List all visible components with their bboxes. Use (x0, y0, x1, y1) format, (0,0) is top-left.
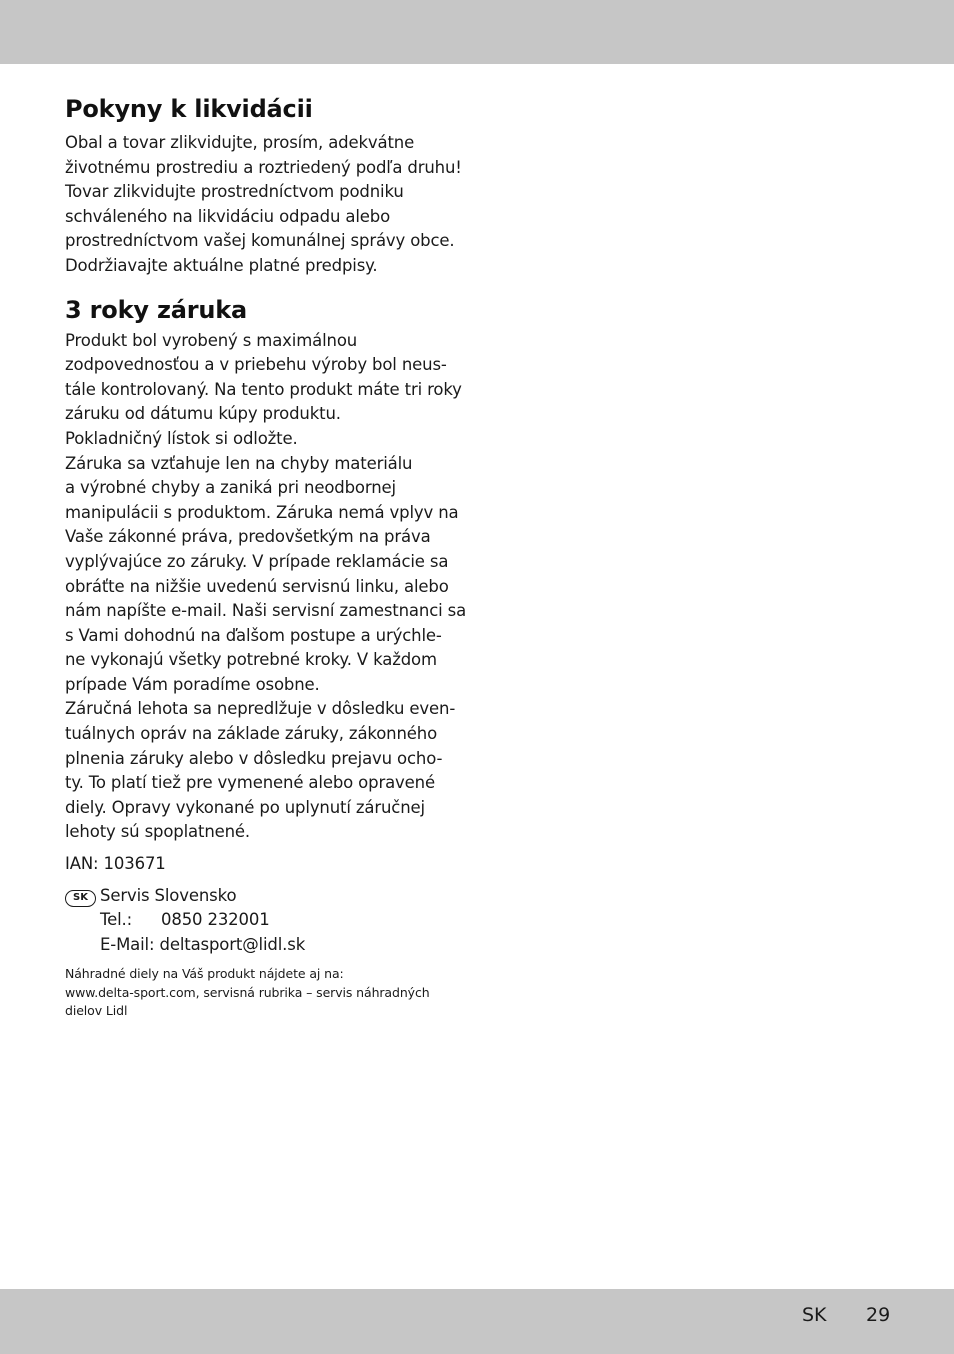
service-name: Servis Slovensko (100, 885, 237, 905)
warranty-line: Záruka sa vzťahuje len na chyby materiálu (65, 453, 413, 473)
warranty-line: plnenia záruky alebo v dôsledku prejavu ocho- (65, 748, 443, 768)
disposal-line: životnému prostrediu a roztriedený podľa druhu! (65, 157, 462, 177)
tel-label: Tel.: (100, 910, 133, 930)
warranty-line: ty. To platí tiež pre vymenené alebo opravené (65, 773, 435, 793)
service-contact (65, 884, 465, 958)
header-band (0, 0, 954, 64)
service-name-row (65, 884, 465, 909)
warranty-line: Produkt bol vyrobený s maximálnou (65, 330, 358, 350)
page-number: 29 (866, 1304, 891, 1326)
country-badge-icon: SK (65, 890, 96, 907)
warranty-line: tále kontrolovaný. Na tento produkt máte tri roky (65, 379, 462, 399)
warranty-line: s Vami dohodnú na ďalšom postupe a urýchle- (65, 625, 442, 645)
warranty-line: vyplývajúce zo záruky. V prípade reklamácie sa (65, 551, 449, 571)
warranty-line: prípade Vám poradíme osobne. (65, 674, 320, 694)
warranty-line: záruku od dátumu kúpy produktu. (65, 404, 341, 424)
spare-parts-line: dielov Lidl (65, 1003, 128, 1019)
spare-parts-line: Náhradné diely na Váš produkt nájdete aj na: (65, 966, 344, 982)
warranty-line: lehoty sú spoplatnené. (65, 822, 251, 842)
service-tel-row (65, 908, 465, 933)
warranty-line: nám napíšte e-mail. Naši servisní zamestnanci sa (65, 601, 467, 621)
warranty-paragraph (65, 329, 465, 845)
service-email: E-Mail: deltasport@lidl.sk (100, 934, 306, 954)
warranty-line: zodpovednosťou a v priebehu výroby bol neus- (65, 355, 447, 375)
disposal-line: Tovar zlikvidujte prostredníctvom podniku (65, 182, 404, 202)
warranty-heading: 3 roky záruka (65, 295, 247, 324)
disposal-line: prostredníctvom vašej komunálnej správy obce. (65, 231, 455, 251)
disposal-line: schváleného na likvidáciu odpadu alebo (65, 206, 391, 226)
warranty-line: tuálnych opráv na základe záruky, zákonného (65, 724, 438, 744)
ian-number: IAN: 103671 (65, 854, 166, 874)
footer-language: SK (802, 1304, 827, 1326)
spare-parts-note (65, 965, 465, 1021)
text-column (65, 92, 465, 1021)
warranty-line: a výrobné chyby a zaniká pri neodbornej (65, 478, 396, 498)
warranty-line: diely. Opravy vykonané po uplynutí záručnej (65, 797, 425, 817)
warranty-line: manipulácii s produktom. Záruka nemá vplyv na (65, 502, 459, 522)
warranty-line: Záručná lehota sa nepredlžuje v dôsledku even- (65, 699, 456, 719)
disposal-line: Dodržiavajte aktuálne platné predpisy. (65, 255, 378, 275)
disposal-paragraph (65, 131, 465, 279)
spare-parts-line: www.delta-sport.com, servisná rubrika – servis náhradných (65, 984, 430, 1000)
tel-value: 0850 232001 (161, 910, 270, 930)
warranty-line: Vaše zákonné práva, predovšetkým na práva (65, 527, 431, 547)
warranty-line: obráťte na nižšie uvedenú servisnú linku, alebo (65, 576, 449, 596)
disposal-line: Obal a tovar zlikvidujte, prosím, adekvátne (65, 133, 415, 152)
disposal-heading: Pokyny k likvidácii (65, 95, 313, 123)
warranty-line: ne vykonajú všetky potrebné kroky. V každom (65, 650, 437, 670)
warranty-line: Pokladničný lístok si odložte. (65, 428, 298, 448)
